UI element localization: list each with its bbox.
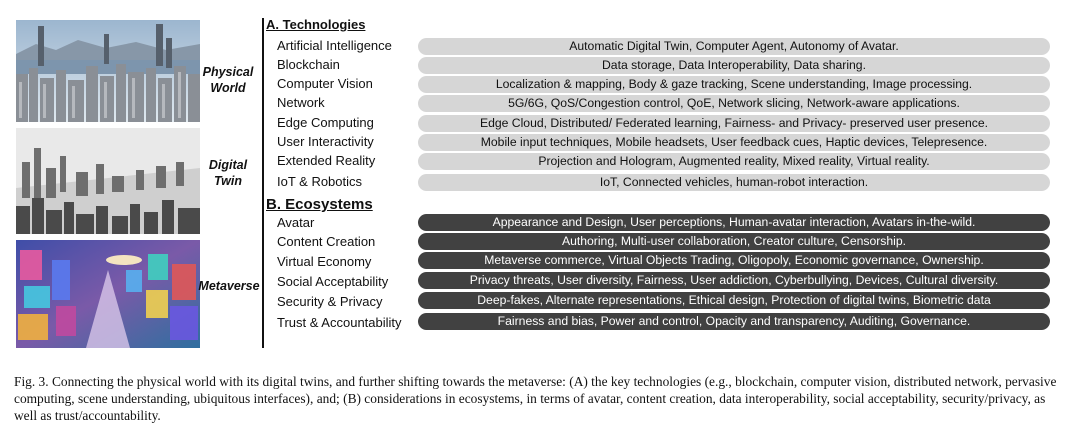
tech-desc: Automatic Digital Twin, Computer Agent, Autonomy of Avatar. <box>418 38 1050 55</box>
digital-twin-label: Digital Twin <box>208 158 248 188</box>
physical-world-image <box>16 20 200 122</box>
tech-desc: IoT, Connected vehicles, human-robot interaction. <box>418 174 1050 191</box>
eco-desc: Metaverse commerce, Virtual Objects Trading, Oligopoly, Economic governance, Ownership. <box>418 252 1050 269</box>
tech-label: User Interactivity <box>277 134 374 149</box>
tech-label: Network <box>277 95 325 110</box>
eco-desc: Appearance and Design, User perceptions, Human-avatar interaction, Avatars in-the-wild. <box>418 214 1050 231</box>
eco-desc: Authoring, Multi-user collaboration, Creator culture, Censorship. <box>418 233 1050 250</box>
tech-label: Blockchain <box>277 57 340 72</box>
tech-desc: Localization & mapping, Body & gaze tracking, Scene understanding, Image processing. <box>418 76 1050 93</box>
tech-desc: Data storage, Data Interoperability, Data sharing. <box>418 57 1050 74</box>
eco-label: Social Acceptability <box>277 274 389 289</box>
tech-label: IoT & Robotics <box>277 174 363 189</box>
metaverse-image <box>16 240 200 348</box>
section-divider-line <box>262 18 264 348</box>
physical-world-label: Physical World <box>202 65 254 95</box>
tech-label: Edge Computing <box>277 115 374 130</box>
tech-label: Artificial Intelligence <box>277 38 392 53</box>
eco-label: Avatar <box>277 215 315 230</box>
eco-label: Security & Privacy <box>277 294 383 309</box>
tech-desc: Edge Cloud, Distributed/ Federated learning, Fairness- and Privacy- preserved user presence. <box>418 115 1050 132</box>
eco-desc: Deep-fakes, Alternate representations, Ethical design, Protection of digital twins, Biometric data <box>418 292 1050 309</box>
digital-twin-image <box>16 128 200 234</box>
tech-desc: 5G/6G, QoS/Congestion control, QoE, Network slicing, Network-aware applications. <box>418 95 1050 112</box>
tech-desc: Projection and Hologram, Augmented reality, Mixed reality, Virtual reality. <box>418 153 1050 170</box>
figure-caption: Fig. 3. Connecting the physical world with its digital twins, and further shifting towards the metaverse: (A) the key technologies (e.g., blockchain, computer vision, distributed network, pervasive computing, scene understanding, ubiquitous interfaces), and; (B) considerations in ecosystems, in terms of avatar, content creation, data interoperability, social acceptability, security/privacy, as well as trust/accountability. <box>14 374 1057 423</box>
tech-label: Computer Vision <box>277 76 373 91</box>
eco-label: Content Creation <box>277 234 376 249</box>
tech-label: Extended Reality <box>277 153 376 168</box>
technologies-heading: A. Technologies <box>266 17 366 32</box>
ecosystems-heading: B. Ecosystems <box>266 196 373 213</box>
eco-desc: Privacy threats, User diversity, Fairness, User addiction, Cyberbullying, Devices, Cultural diversity. <box>418 272 1050 289</box>
eco-label: Trust & Accountability <box>277 315 402 330</box>
eco-label: Virtual Economy <box>277 254 372 269</box>
tech-desc: Mobile input techniques, Mobile headsets, User feedback cues, Haptic devices, Telepresence. <box>418 134 1050 151</box>
metaverse-label: Metaverse <box>198 279 260 293</box>
eco-desc: Fairness and bias, Power and control, Opacity and transparency, Auditing, Governance. <box>418 313 1050 330</box>
